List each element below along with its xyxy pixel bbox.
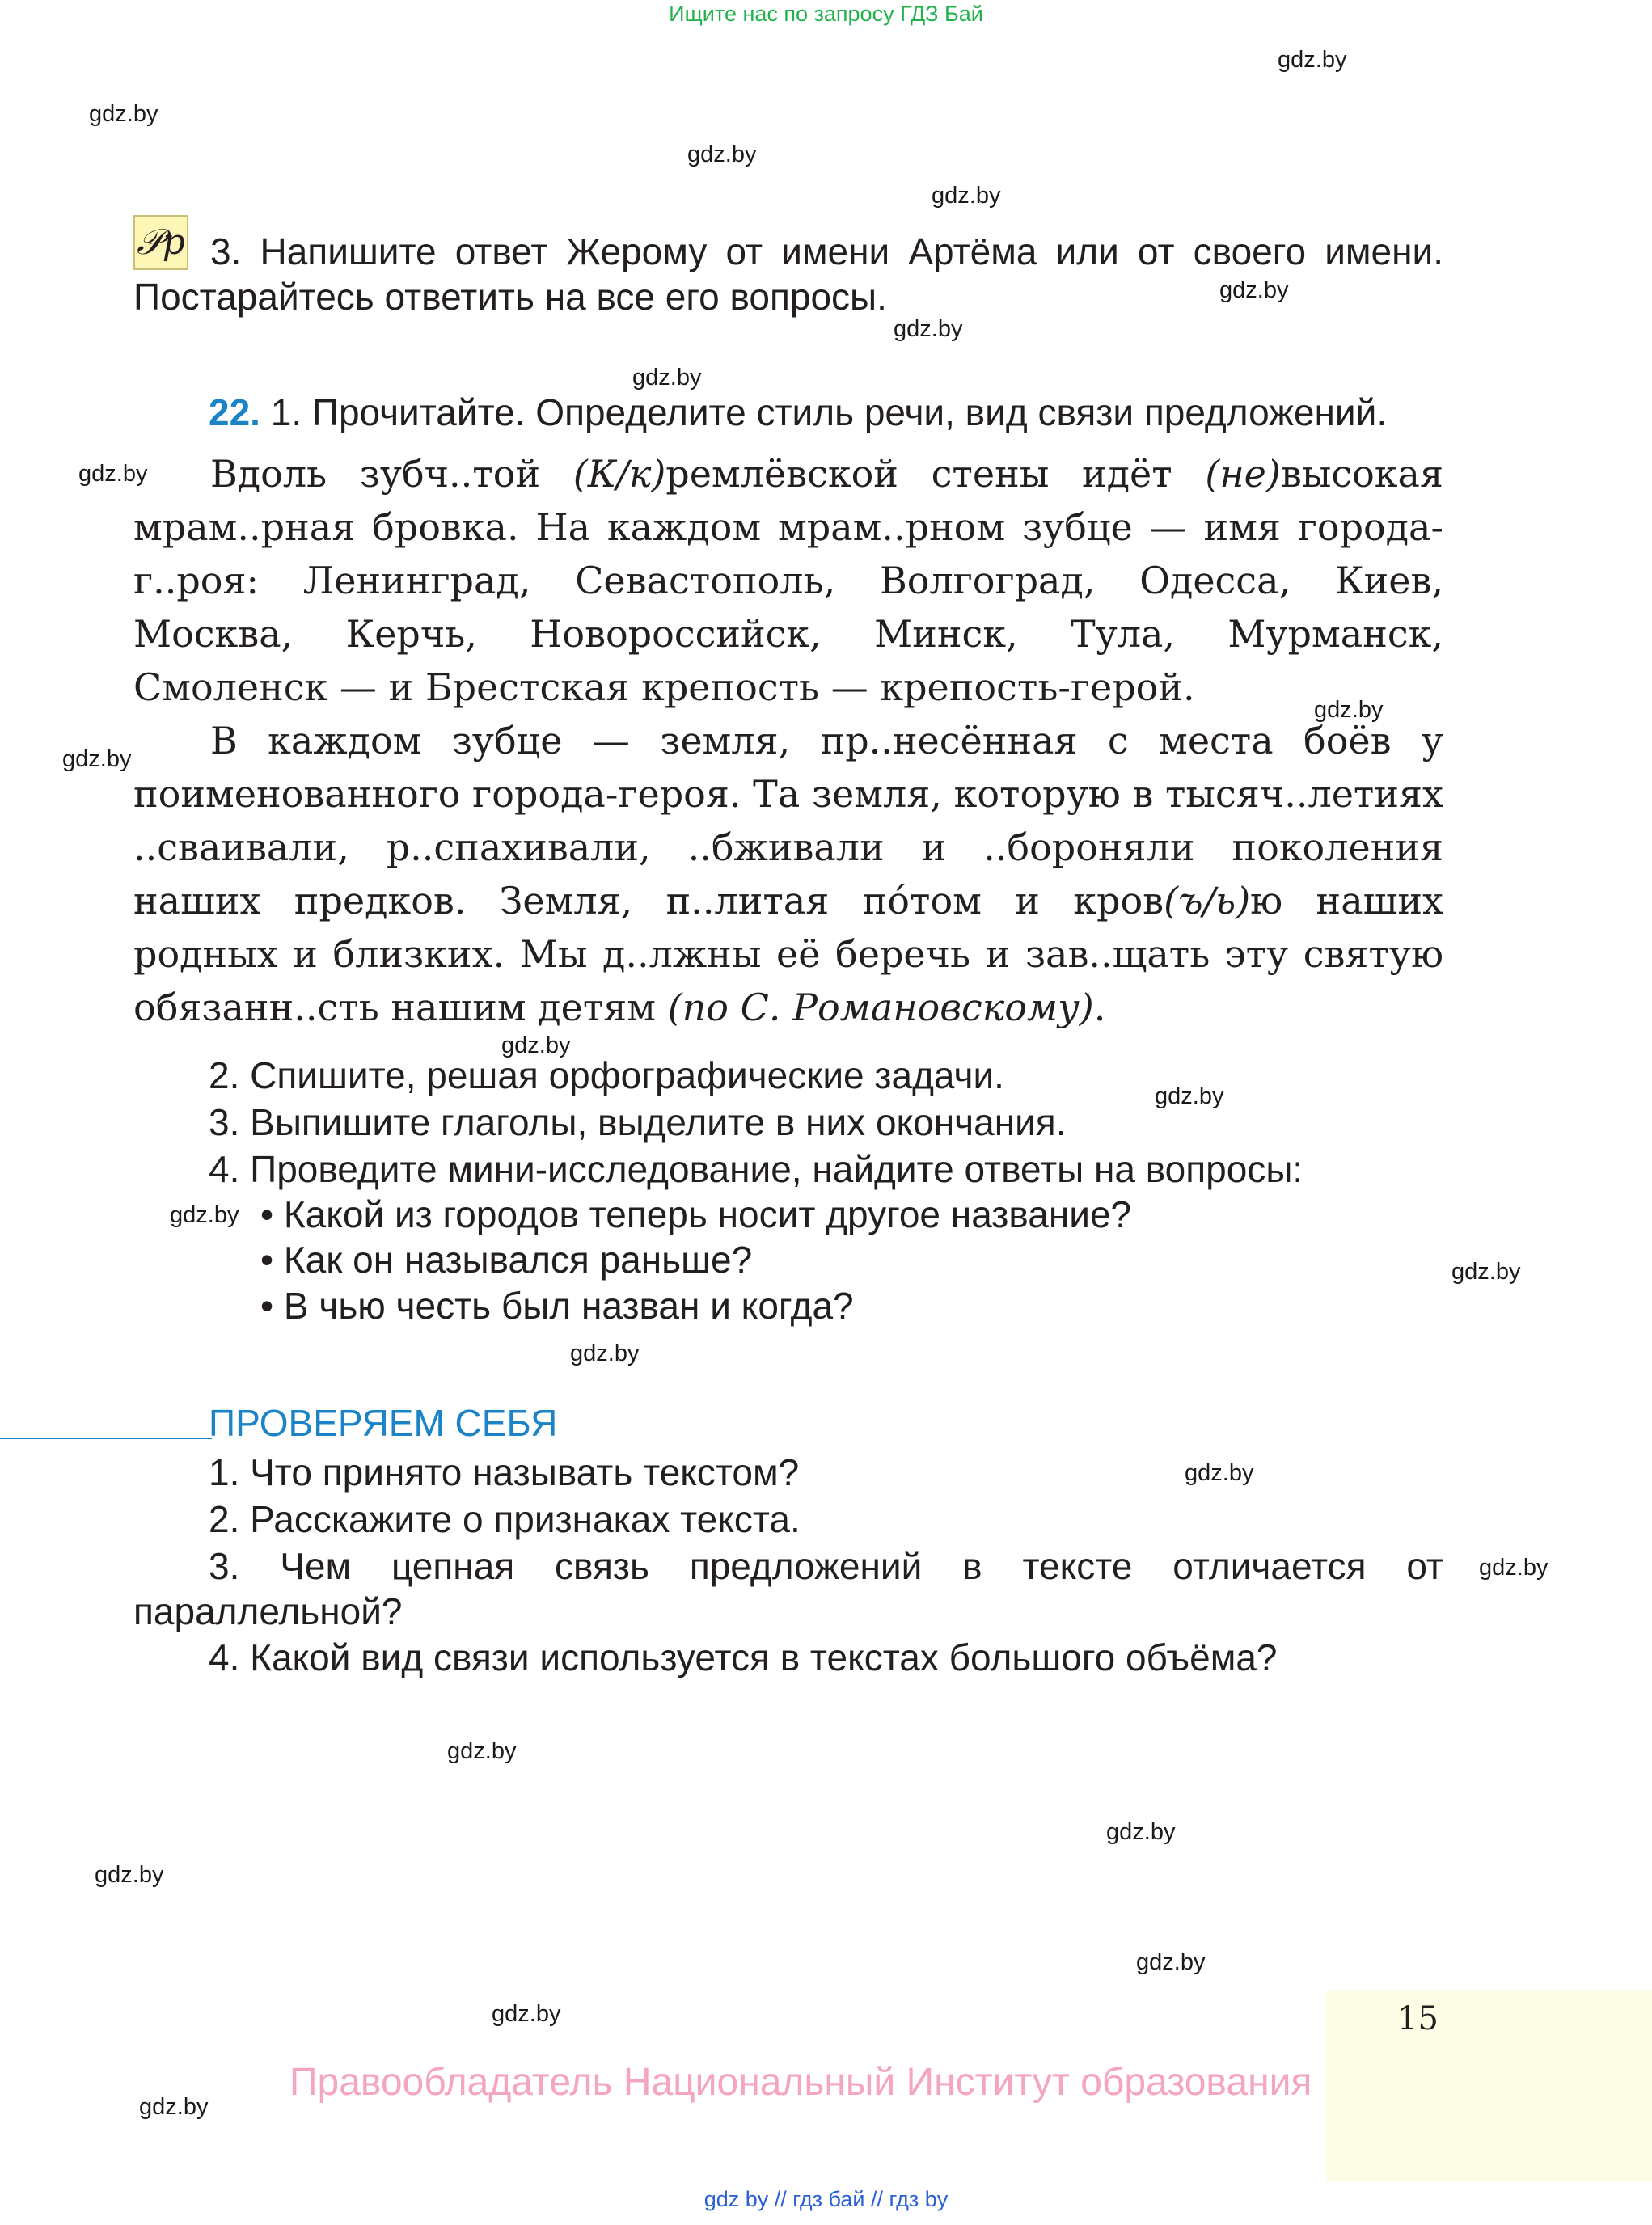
question-bullet: • Какой из городов теперь носит другое название?	[260, 1193, 1132, 1235]
watermark: gdz.by	[1106, 1819, 1176, 1845]
watermark: gdz.by	[170, 1202, 239, 1228]
watermark: gdz.by	[570, 1340, 640, 1366]
section-divider	[0, 1438, 212, 1439]
rights-holder: Правообладатель Национальный Институт образования	[289, 2061, 1312, 2104]
text-paragraph-1: Вдоль зубч..той (К/к)ремлёвской стены идёт (не)высокая мрам..рная бровка. На каждом мрам..рном зубце — имя города-г..роя: Ленинград, Севастополь, Волгоград, Одесса, Киев, Москва, Керчь, Новороссийск, Минск, Тула, Мурманск, Смоленск — и Брестская крепость — крепость-герой.	[133, 452, 1443, 709]
task-3: 3. Выпишите глаголы, выделите в них окончания.	[209, 1101, 1067, 1143]
exercise-number: 22.	[209, 391, 260, 433]
check-question-3: 3. Чем цепная связь предложений в тексте отличается от параллельной?	[133, 1545, 1443, 1632]
page-number: 15	[1397, 2000, 1439, 2037]
watermark: gdz.by	[1219, 277, 1289, 303]
watermark: gdz.by	[632, 365, 702, 391]
text-paragraph-2: В каждом зубце — земля, пр..несённая с места боёв у поименованного города-героя. Та земля, которую в тысяч..летиях ..сваивали, р..спахивали, ..бживали и ..бороняли поколения наших предков. Земля, п..литая по́том и кров(ъ/ь)ю наших родных и близких. Мы д..лжны её беречь и зав..щать эту святую обязанн..сть нашим детям (по С. Романовскому).	[133, 719, 1443, 1029]
watermark: gdz.by	[1278, 47, 1347, 73]
watermark: gdz.by	[78, 461, 148, 487]
exercise-22-header	[209, 390, 1387, 435]
check-question-4: 4. Какой вид связи используется в текстах большого объёма?	[209, 1636, 1278, 1678]
watermark: gdz.by	[1314, 697, 1384, 723]
watermark: gdz.by	[95, 1862, 164, 1888]
watermark: gdz.by	[687, 141, 757, 167]
watermark: gdz.by	[932, 183, 1001, 209]
check-question-1: 1. Что принято называть текстом?	[209, 1451, 800, 1493]
task-3-text: 3. Напишите ответ Жерому от имени Артёма или от своего имени. Постарайтесь ответить на все его вопросы.	[133, 230, 1443, 318]
top-banner[interactable]: Ищите нас по запросу ГДЗ Бай	[669, 2, 983, 26]
section-title: ПРОВЕРЯЕМ СЕБЯ	[209, 1402, 558, 1444]
watermark: gdz.by	[894, 316, 963, 342]
question-bullet: • Как он назывался раньше?	[260, 1239, 753, 1281]
watermark: gdz.by	[62, 746, 132, 772]
watermark: gdz.by	[447, 1738, 517, 1764]
watermark: gdz.by	[501, 1032, 571, 1058]
task-4: 4. Проведите мини-исследование, найдите ответы на вопросы:	[209, 1148, 1303, 1190]
page-number-box	[1326, 1991, 1652, 2181]
exercise-instruction: 1. Прочитайте. Определите стиль речи, вид связи предложений.	[270, 391, 1388, 433]
watermark: gdz.by	[89, 101, 158, 127]
watermark: gdz.by	[1136, 1949, 1206, 1975]
watermark: gdz.by	[139, 2094, 209, 2120]
writing-task-icon: 𝒫p	[133, 215, 188, 270]
watermark: gdz.by	[492, 2001, 561, 2027]
watermark: gdz.by	[1185, 1460, 1254, 1486]
watermark: gdz.by	[1479, 1555, 1548, 1581]
task-2: 2. Спишите, решая орфографические задачи.	[209, 1054, 1004, 1096]
watermark: gdz.by	[1155, 1083, 1224, 1109]
question-bullet: • В чью честь был назван и когда?	[260, 1285, 854, 1327]
watermark: gdz.by	[1451, 1259, 1521, 1285]
check-question-2: 2. Расскажите о признаках текста.	[209, 1498, 801, 1540]
footer-links[interactable]: gdz by // гдз бай // гдз by	[703, 2187, 949, 2211]
